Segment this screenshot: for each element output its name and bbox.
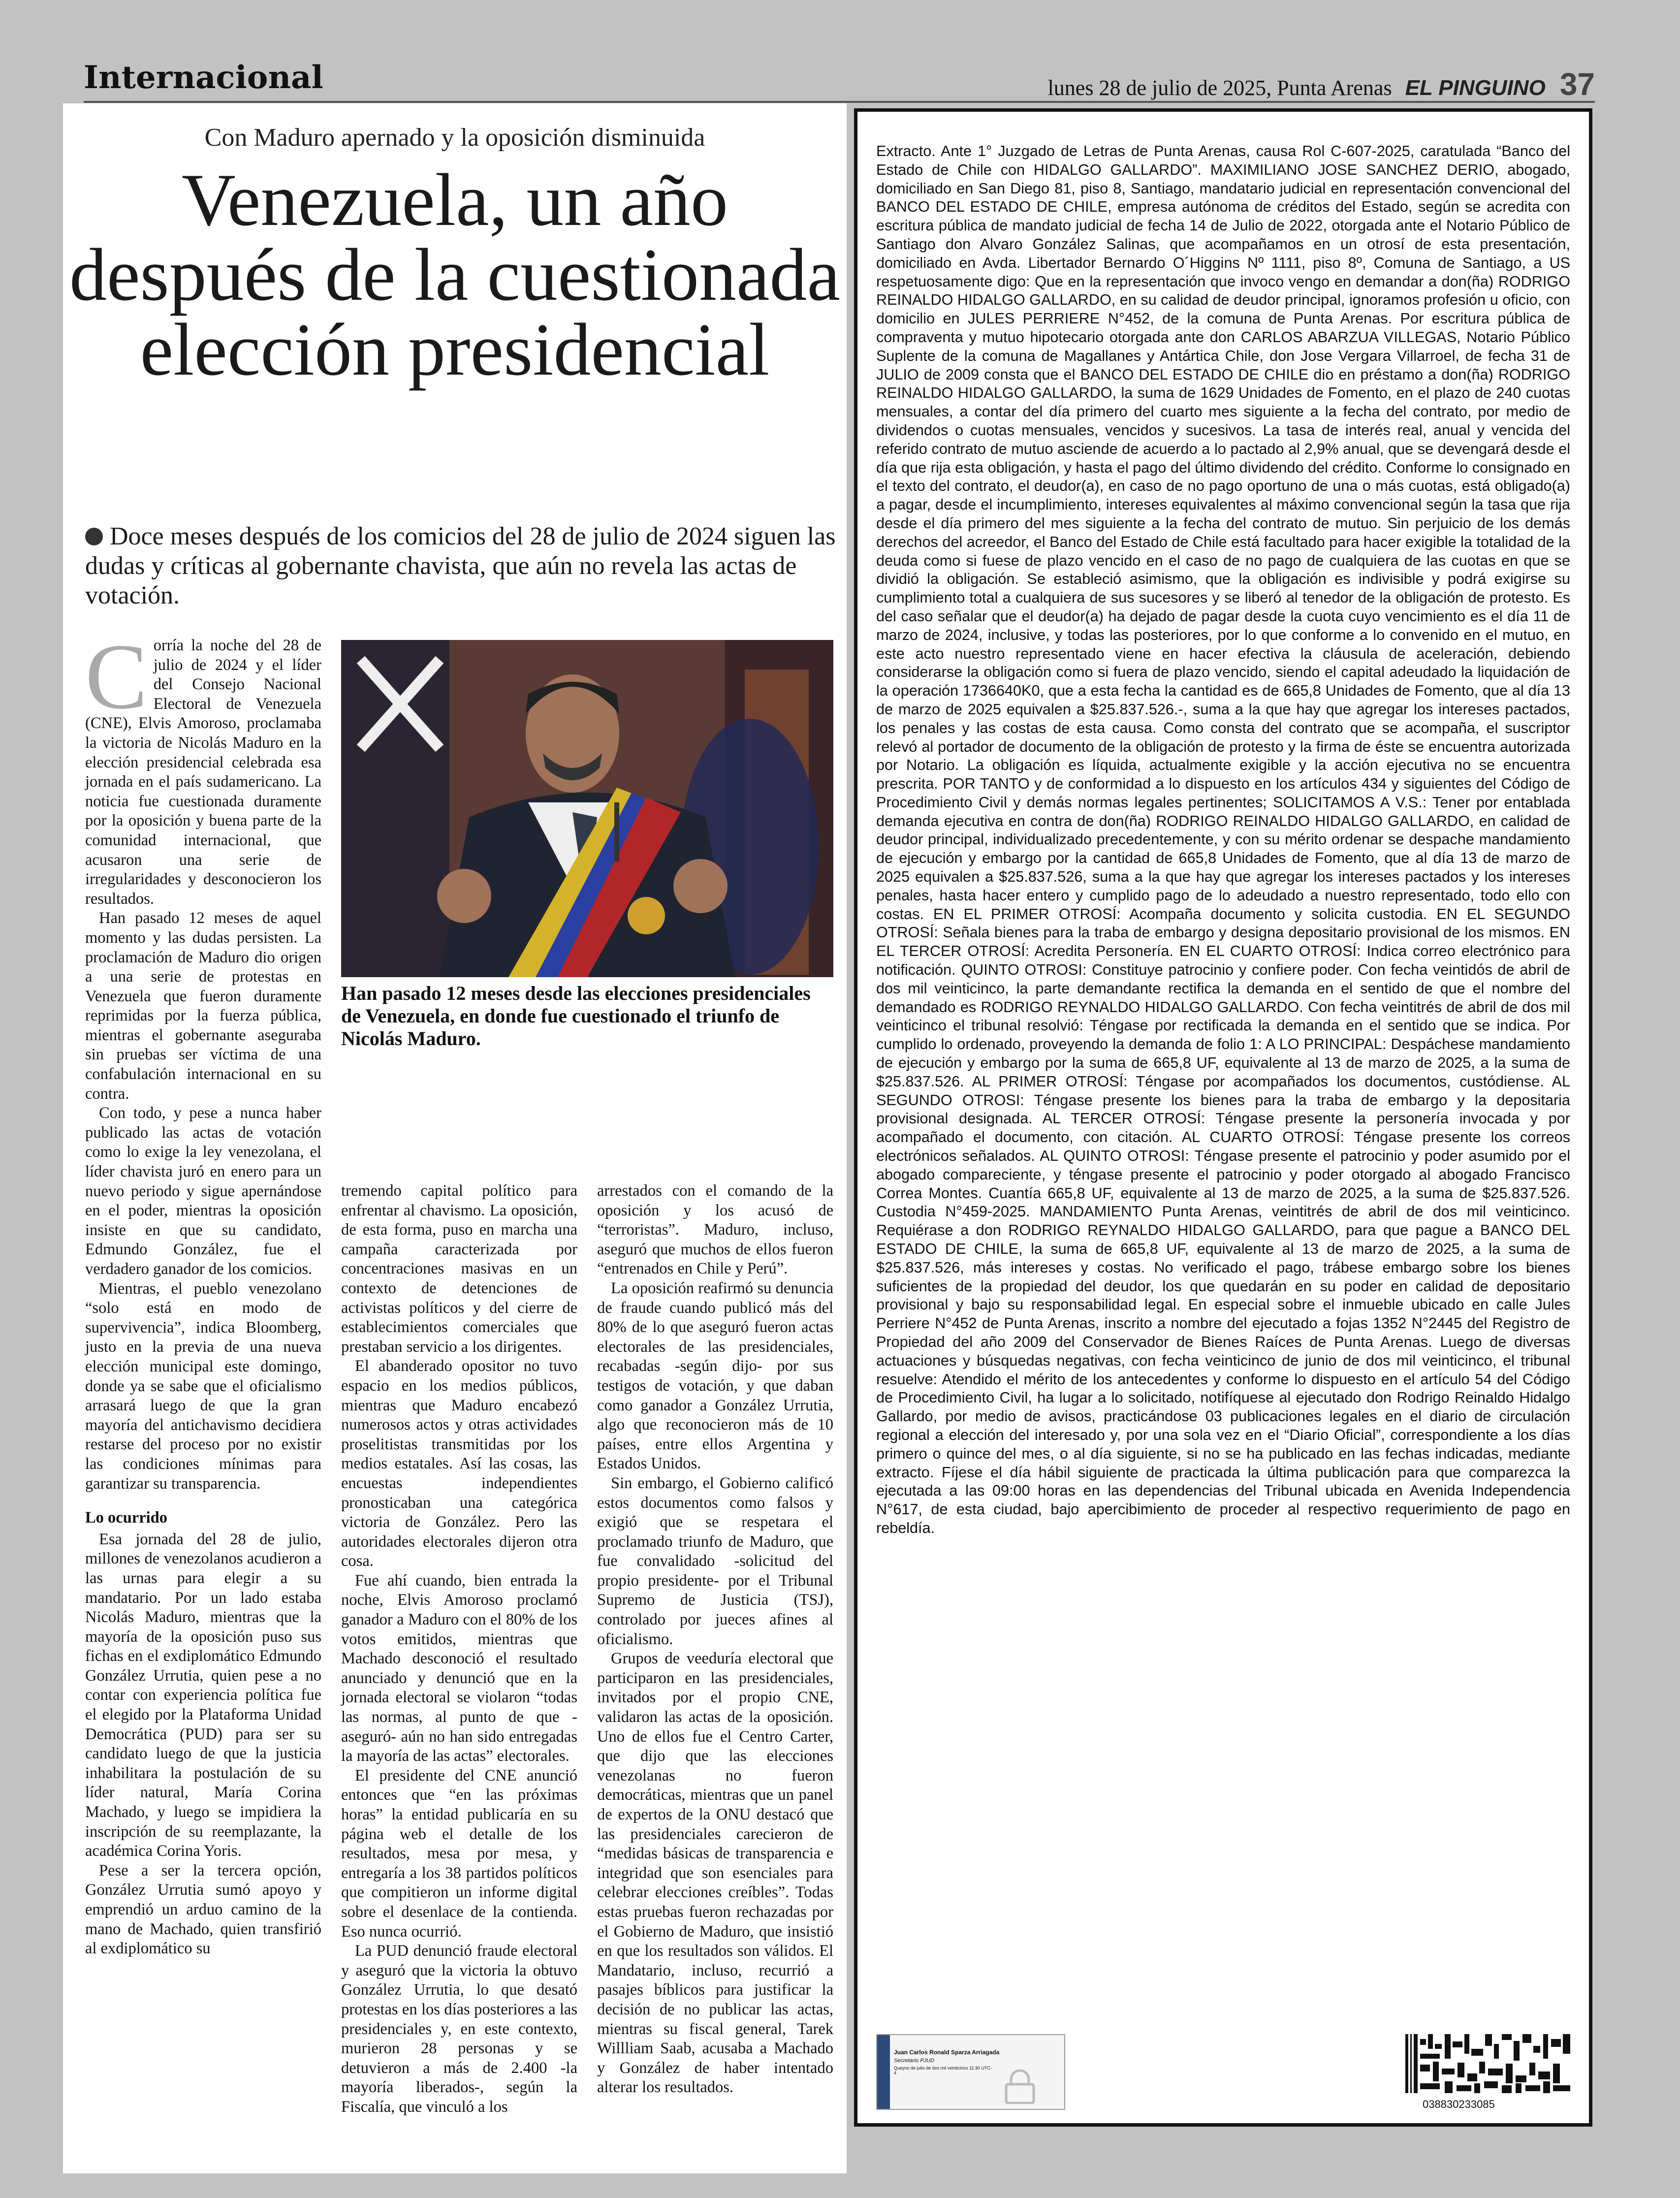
drop-cap: C (85, 625, 148, 729)
article-paragraph: Esa jornada del 28 de julio, millones de venezolanos acudieron a las urnas para elegir a su mandatario. Por un lado estaba Nicolás Maduro, mientras que la mayoría de la oposición puso sus fichas en el exdiplomático Edmundo González Urrutia, quien pese a no contar con experiencia política fue el elegido por la Plataforma Unidad Democrática (PUD) para ser su candidato luego de que la justicia inhabilitara la postulación de su líder natural, María Corina Machado, y luego se impidiera la inscripción de su reemplazante, la académica Corina Yoris. (85, 1530, 321, 1860)
article-paragraph: Sin embargo, el Gobierno calificó estos documentos como falsos y exigió que se respetara el proclamado triunfo de Maduro, que fue convalidado -solicitud del propio presidente- por el Tribunal Supremo de Justicia (TSJ), controlado por jueces afines al oficialismo. (597, 1474, 833, 1648)
article-kicker: Con Maduro apernado y la oposición disminuida (204, 124, 705, 152)
barcode-icon (1405, 2034, 1570, 2093)
article-paragraph: Mientras, el pueblo venezolano “solo está en modo de supervivencia”, indica Bloomberg, justo en la previa de una nueva elección municipal este domingo, donde ya se sabe que el oficialismo arrasará luego de que la gran mayoría del antichavismo decidiera restarse del proceso por no existir las condiciones mínimas para garantizar su transparencia. (85, 1279, 321, 1493)
subhead-text: Doce meses después de los comicios del 28 de julio de 2024 siguen las dudas y críticas al gobernante chavista, que aún no revela las actas de votación. (85, 522, 836, 609)
article-paragraph: Grupos de veeduría electoral que participaron en las presidenciales, invitados por el propio CNE, validaron las actas de la oposición. Uno de ellos fue el Centro Carter, que dijo que las elecciones venezolanas no fueron democráticas, mientras que un panel de expertos de la ONU destacó que las presidenciales carecieron de “medidas básicas de transparencia e integridad que son esenciales para celebrar elecciones creíbles”. Todas estas pruebas fueron rechazadas por el Gobierno de Maduro, que insistió en que los resultados son válidos. El Mandatario, incluso, recurrió a pasajes bíblicos para justificar la decisión de no publicar las actas, mientras su fiscal general, Tarek Willliam Saab, acusaba a Machado y González de haber intentado alterar los resultados. (597, 1650, 833, 2097)
electronic-signature-stamp (876, 2034, 1065, 2110)
article-paragraph: arrestados con el comando de la oposición y los acusó de “terroristas”. Maduro, incluso, aseguró que muchos de ellos fueron “entrenados en Chile y Perú”. (597, 1182, 833, 1278)
article-paragraph: Con todo, y pese a nunca haber publicado las actas de votación como lo exige la ley venezolana, el líder chavista juró en enero para un nuevo periodo y sigue apernándose en el poder, mientras la oposición insiste en que su candidato, Edmundo González, fue el verdadero ganador de los comicios. (85, 1104, 321, 1278)
bullet-icon (85, 528, 103, 545)
stamp-role: Secretario PJUD (894, 2058, 934, 2064)
barcode-number: 038830233085 (1423, 2098, 1495, 2110)
article-column-3 (597, 1181, 833, 2098)
lock-icon (1000, 2070, 1040, 2104)
page-header (84, 59, 1595, 103)
legal-notice-text: Extracto. Ante 1° Juzgado de Letras de Punta Arenas, causa Rol C-607-2025, caratulada “Banco del Estado de Chile con HIDALGO GALLARDO”. MAXIMILIANO JOSE SANCHEZ DERIO, abogado, domiciliado en San Diego 81, piso 8, Santiago, mandatario judicial en representación convencional del BANCO DEL ESTADO DE CHILE, empresa autónoma de créditos del Estado, según se acredita con escritura pública de mandato judicial de fecha 14 de Julio de 2022, otorgada ante el Notario Público de Santiago don Alvaro González Salinas, que acompañamos en un otrosí de esta presentación, domiciliado en Avda. Libertador Bernardo O´Higgins Nº 1111, piso 8º, Comuna de Santiago, a US respetuosamente digo: Que en la representación que invoco vengo en demandar a don(ña) RODRIGO REINALDO HIDALGO GALLARDO, en su calidad de deudor principal, ignoramos profesión u oficio, con domicilio en JULES PERRIERE N°452, de la comuna de Punta Arenas. Por escritura pública de compraventa y mutuo hipotecario otorgada ante don CARLOS ABARZUA VILLEGAS, Notario Público Suplente de la comuna de Magallanes y Antártica Chile, don Jose Vergara Villarroel, de fecha 31 de JULIO de 2009 consta que el BANCO DEL ESTADO DE CHILE dio en préstamo a don(ña) RODRIGO REINALDO HIDALGO GALLARDO, la suma de 1629 Unidades de Fomento, en el plazo de 240 cuotas mensuales, a contar del día primero del cuarto mes siguiente a la fecha del contrato, por medio de dividendos o cuotas mensuales, vencidos y sucesivos. La tasa de interés real, anual y vencida del referido contrato de mutuo asciende de acuerdo a lo pactado al 2,9% anual, que se devengará desde el día que rija esta obligación, y hasta el pago del último dividendo del crédito. Conforme lo consignado en el texto del contrato, el deudor(a), en caso de no pago oportuno de una o más cuotas, está obligado(a) a pagar, desde el incumplimiento, intereses equivalentes al máximo convencional según la tasa que rija desde el día primero del mes siguiente a la fecha del contrato de mutuo. Sin perjuicio de los demás derechos del acreedor, el Banco del Estado de Chile está facultado para hacer exigible la totalidad de la deuda como si fuese de plazo vencido en el caso de no pago de cualquiera de las cuotas en que se dividió la obligación. Se estableció asimismo, que la obligación es indivisible y podrá exigirse su cumplimiento total a cualquiera de sus sucesores y se liberó al tenedor de la obligación de protesto. Es del caso señalar que el deudor(a) ha dejado de pagar desde la cuota cuyo vencimiento es el día 11 de marzo de 2024, inclusive, y todas las posteriores, por lo que conforme a lo convenido en el mutuo, en este acto nuestro representado viene en hacer efectiva la cláusula de aceleración, debiendo considerarse la obligación como si fuera de plazo vencido, siendo el capital adeudado la liquidación de la operación 1736640K0, que a esta fecha la cantidad es de 665,8 Unidades de Fomento, que al día 13 de marzo de 2025 equivalen a $25.837.526.-, suma a la que hay que agregar los intereses pactados, los penales y las costas de esta causa. Como consta del contrato que se acompaña, el suscriptor relevó al portador de documento de la obligación de protesto y la firma de éste se encuentra autorizada por Notario. La obligación es líquida, actualmente exigible y la acción ejecutiva no se encuentra prescrita. POR TANTO y de conformidad a lo dispuesto en los artículos 434 y siguientes del Código de Procedimiento Civil y demás normas legales pertinentes; SOLICITAMOS A V.S.: Tener por entablada demanda ejecutiva en contra de don(ña) RODRIGO REINALDO HIDALGO GALLARDO, en calidad de deudor principal, individualizado precedentemente, y con su mérito ordenar se despache mandamiento de ejecución y embargo por la cantidad de 665,8 Unidades de Fomento, que al día 13 de marzo de 2025 equivalen a $25.837.526, suma a la que hay que agregar los intereses pactados y los intereses penales, hasta hacer entero y cumplido pago de lo adeudado a nuestro representado, todo ello con costas. EN EL PRIMER OTROSÍ: Acompaña documento y solicita custodia. EN EL SEGUNDO OTROSÍ: Señala bienes para la traba de embargo y designa depositario provisional de los mismos. EN EL TERCER OTROSÍ: Acredita Personería. EN EL CUARTO OTROSÍ: Indica correo electrónico para notificación. QUINTO OTROSI: Constituye patrocinio y confiere poder. Con fecha veintidós de abril de dos mil veinticinco, la parte demandante rectifica la demanda en el sentido de que el nombre del demandado es RODRIGO REYNALDO HIDALGO GALLARDO. Con fecha veintitrés de abril de dos mil veinticinco el tribunal resolvió: Téngase por rectificada la demanda en el sentido que se indica. Por cumplido lo ordenado, proveyendo la demanda de folio 1: A LO PRINCIPAL: Despáchese mandamiento de ejecución y embargo por la suma de 665,8 UF, equivalente al 13 de marzo de 2025, a la suma de $25.837.526. AL PRIMER OTROSÍ: Téngase por acompañados los documentos, custódiense. AL SEGUNDO OTROSI: Téngase presente los bienes para la traba de embargo y la depositaria provisional designada. AL TERCER OTROSÍ: Téngase presente la personería invocada y por acompañado el documento, con citación. AL CUARTO OTROSÍ: Téngase presente los correos electrónicos señalados. AL QUINTO OTROSI: Téngase presente el patrocinio y poder asumido por el abogado compareciente, y téngase presente el patrocinio y poder otorgado al abogado Francisco Correa Montes. Cuantía 665,8 UF, equivalente al 13 de marzo de 2025, a la suma de $25.837.526. Custodia N°459-2025. MANDAMIENTO Punta Arenas, veintitrés de abril de dos mil veinticinco. Requiérase a don RODRIGO REYNALDO HIDALGO GALLARDO, para que pague a BANCO DEL ESTADO DE CHILE, la suma de 665,8 UF, equivalente al 13 de marzo de 2025, a la suma de $25.837.526, más intereses y costas. No verificado el pago, trábese embargo sobre los bienes suficientes de la propiedad del deudor, los que quedarán en su poder en calidad de depositario provisional y bajo su responsabilidad legal. En especial sobre el inmueble ubicado en calle Jules Perriere N°452 de Punta Arenas, inscrito a nombre del ejecutado a fojas 1352 N°2445 del Registro de Propiedad del año 2009 del Conservador de Bienes Raíces de Punta Arenas. Luego de diversas actuaciones y búsquedas negativas, con fecha veinticinco de junio de dos mil veinticinco, el tribunal resuelve: Atendido el mérito de los antecedentes y conforme lo dispuesto en el artículo 54 del Código de Procedimiento Civil, ha lugar a lo solicitado, notifíquese al ejecutado don Rodrigo Reinaldo Hidalgo Gallardo, por medio de avisos, practicándose 03 publicaciones legales en el diario de circulación regional a elección del interesado y, por una sola vez en el “Diario Oficial”, correspondiente a los días primero o quince del mes, o al día siguiente, si no se ha publicado en las fechas indicadas, mediante extracto. Fíjese el día hábil siguiente de practicada la última publicación para que comparezca la ejecutada a las 09:00 horas en las dependencias del Tribunal ubicada en Avenida Independencia N°617, de esta ciudad, bajo apercibimiento de proceder al respectivo requerimiento de pago en rebeldía. (876, 143, 1570, 1536)
article-paragraph: El abanderado opositor no tuvo espacio en los medios públicos, mientras que Maduro encabezó numerosos actos y otras actividades proselitistas transmitidas por los medios estatales. Así las cosas, las encuestas independientes pronosticaban una categórica victoria de González. Pero las autoridades electorales dijeron otra cosa. (341, 1357, 577, 1570)
photo-caption: Han pasado 12 meses desde las elecciones presidenciales de Venezuela, en donde fue cuestionado el triunfo de Nicolás Maduro. (341, 982, 811, 1050)
maduro-photo (341, 640, 833, 977)
article-paragraph: tremendo capital político para enfrentar al chavismo. La oposición, de esta forma, puso en marcha una campaña caracterizada por concentraciones masivas en un contexto de detenciones de activistas políticos y del cierre de establecimientos comerciales que prestaban servicio a los dirigentes. (341, 1182, 577, 1356)
article (63, 103, 847, 2173)
article-headline: Venezuela, un año después de la cuestionada elección presidencial (69, 159, 840, 391)
article-column-1 (85, 625, 321, 1959)
legal-notice (854, 108, 1592, 2127)
header-right (1048, 66, 1595, 102)
article-paragraph: Corría la noche del 28 de julio de 2024 y el líder del Consejo Nacional Electoral de Venezuela (CNE), Elvis Amoroso, proclamaba la victoria de Nicolás Maduro en la elección presidencial celebrada esa jornada en el país sudamericano. La noticia fue cuestionada duramente por la oposición y buena parte de la comunidad internacional, que acusaron una serie de irregularidades y desconocieron los resultados. (85, 625, 321, 908)
stamp-name: Juan Carlos Ronald Sparza Arriagada (894, 2049, 1000, 2056)
section-title: Internacional (84, 59, 323, 96)
stamp-bar (877, 2035, 890, 2109)
article-paragraph: Pese a ser la tercera opción, González Urrutia sumó apoyo y emprendió un arduo camino de la mano de Machado, quien transfirió al exdiplomático su (85, 1861, 321, 1958)
article-subtitle: Lo ocurrido (85, 1509, 168, 1527)
article-paragraph: La PUD denunció fraude electoral y aseguró que la victoria la obtuvo González Urrutia, lo que desató protestas en los días posteriores a las presidenciales y, en este contexto, murieron 28 personas y se detuvieron a más de 2.400 -la mayoría liberados-, según la Fiscalía, que vinculó a los (341, 1942, 577, 2116)
stamp-meta: Queyno de julio de dos mil veinticinco 11:30 UTC-4 (894, 2066, 992, 2075)
photo-illustration (341, 640, 833, 977)
article-paragraph: La oposición reafirmó su denuncia de fraude cuando publicó más del 80% de lo que aseguró fueron actas electorales de las presidenciales, recabadas -según dijo- por sus testigos de votación, y que daban como ganador a González Urrutia, algo que reconocieron más de 10 países, entre ellos Argentina y Estados Unidos. (597, 1279, 833, 1473)
article-subhead (85, 522, 843, 610)
article-column-2 (341, 1181, 577, 2117)
brand-logo: EL PINGUINO (1405, 76, 1546, 100)
legal-notice-footer (876, 2034, 1575, 2118)
article-paragraph: El presidente del CNE anunció entonces que “en las próximas horas” la entidad publicaría en su página web el detalle de los resultados, mesa por mesa, y entregaría a los 38 partidos políticos que compitieron un informe digital sobre el desenlace de la contienda. Eso nunca ocurrió. (341, 1766, 577, 1941)
dateline: lunes 28 de julio de 2025, Punta Arenas (1047, 76, 1392, 100)
page-number: 37 (1559, 66, 1595, 102)
article-paragraph: Fue ahí cuando, bien entrada la noche, Elvis Amoroso proclamó ganador a Maduro con el 80% de los votos emitidos, mientras que Machado desconoció el resultado anunciado y denunció que en la jornada electoral se violaron “todas las normas, al punto de que -aseguró- aún no han sido entregadas la mayoría de las actas” electorales. (341, 1571, 577, 1765)
article-paragraph: Han pasado 12 meses de aquel momento y las dudas persisten. La proclamación de Maduro dio origen a una serie de protestas en Venezuela que fueron duramente reprimidas por la fuerza pública, mientras el gobernante aseguraba sin pruebas ser víctima de una confabulación internacional en su contra. (85, 909, 321, 1103)
